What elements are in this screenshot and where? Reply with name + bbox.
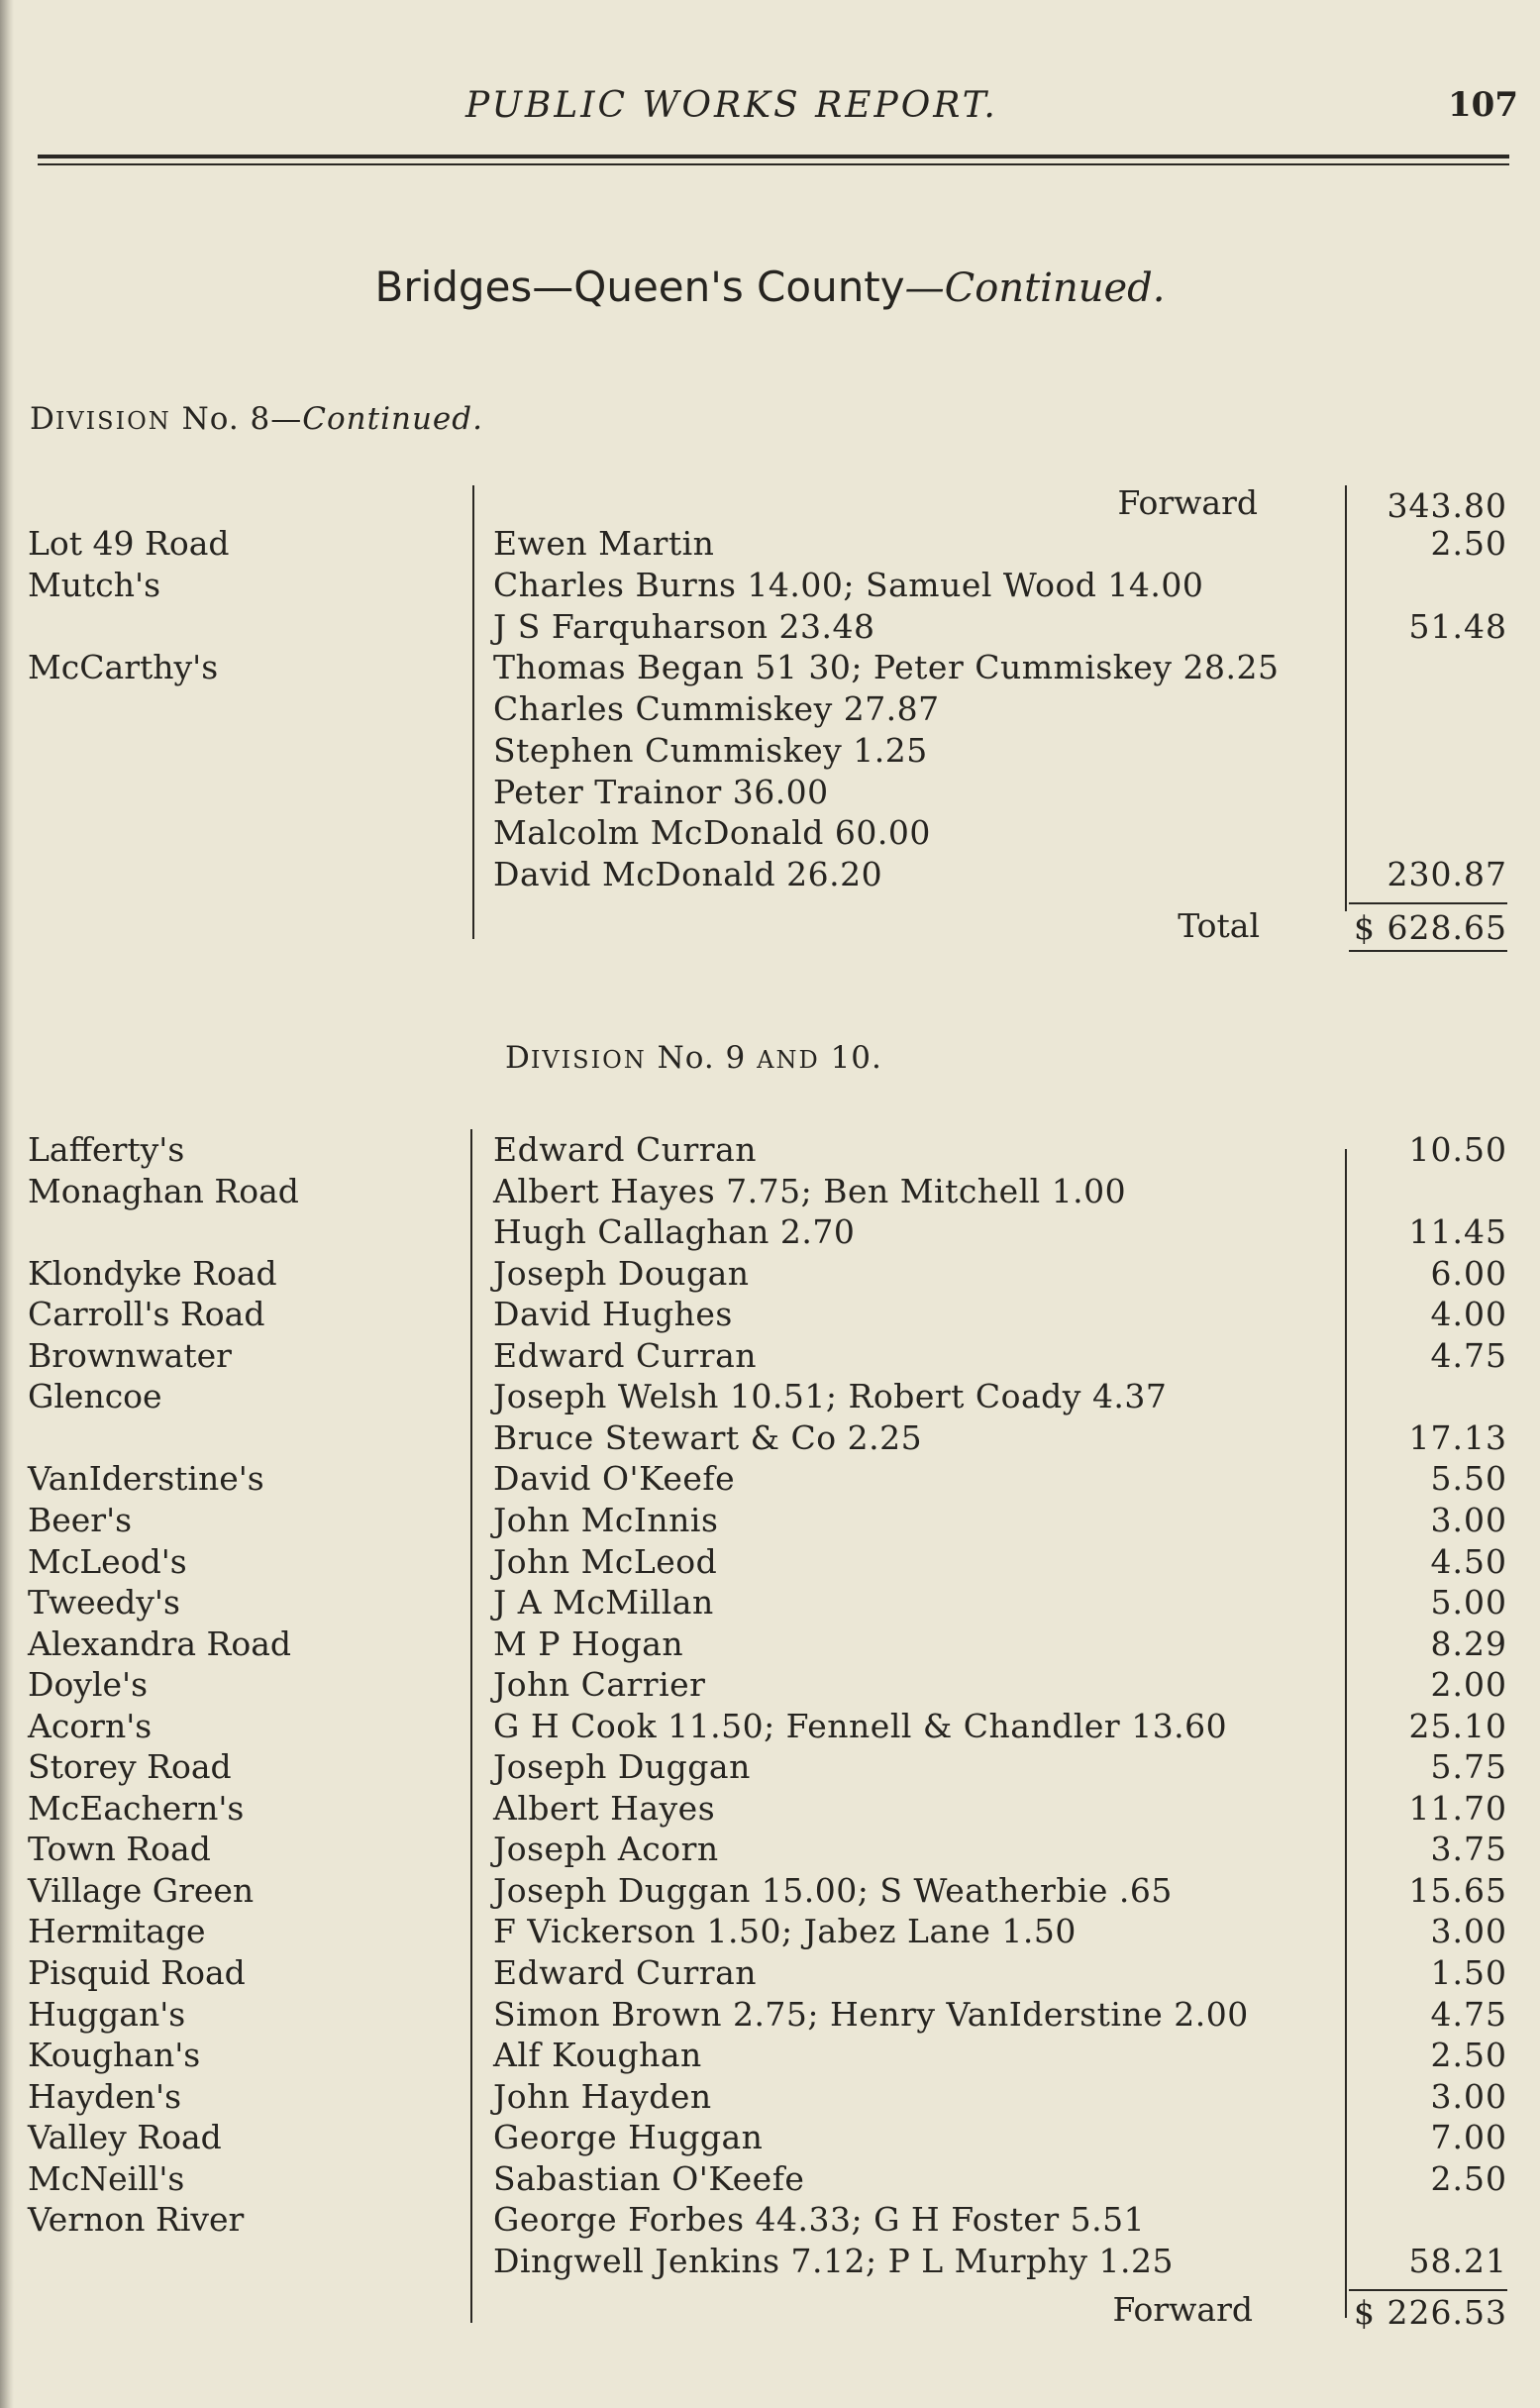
row-amount: 15.65 xyxy=(1408,1870,1507,1910)
row-amount: 2.50 xyxy=(1430,2036,1507,2075)
row-location: Brownwater xyxy=(28,1335,232,1375)
page-title xyxy=(0,262,1540,311)
row-entry: George Huggan xyxy=(493,2118,764,2157)
division-9-heading: DIVISION No. 9 AND 10. xyxy=(505,1040,882,1076)
row-amount: 2.50 xyxy=(1430,524,1507,563)
row-amount: 5.75 xyxy=(1430,1747,1507,1787)
row-location: McNeill's xyxy=(28,2158,185,2198)
row-location: Huggan's xyxy=(28,1994,186,2034)
amount-column-rule-2 xyxy=(1345,1149,1347,2318)
row-location: Klondyke Road xyxy=(28,1253,277,1293)
row-location: Vernon River xyxy=(28,2200,245,2240)
row-location: McLeod's xyxy=(28,1541,187,1581)
row-entry: Joseph Acorn xyxy=(493,1830,719,1869)
row-entry: David McDonald 26.20 xyxy=(493,855,883,893)
row-location: Tweedy's xyxy=(28,1583,180,1623)
row-location: Carroll's Road xyxy=(28,1295,265,1334)
row-location: Valley Road xyxy=(28,2118,222,2157)
row-location: Lafferty's xyxy=(28,1130,185,1169)
title-text: Bridges—Queen's County xyxy=(374,262,905,311)
row-entry: David Hughes xyxy=(493,1295,733,1334)
row-entry: Simon Brown 2.75; Henry VanIderstine 2.00 xyxy=(493,1994,1249,2034)
row-amount: 3.00 xyxy=(1430,2076,1507,2116)
row-amount: 17.13 xyxy=(1408,1417,1507,1457)
running-header: PUBLIC WORKS REPORT. xyxy=(465,85,998,126)
row-location: McCarthy's xyxy=(28,648,219,687)
row-location: Pisquid Road xyxy=(28,1953,246,1992)
row-entry: Edward Curran xyxy=(493,1130,758,1169)
row-location: Acorn's xyxy=(28,1706,153,1745)
row-entry: Ewen Martin xyxy=(493,524,715,563)
row-amount: 230.87 xyxy=(1386,855,1507,893)
amount-column-rule xyxy=(1345,485,1347,911)
row-entry: Joseph Duggan xyxy=(493,1747,751,1787)
page-number: 107 xyxy=(1448,85,1518,125)
row-entry: Charles Cummiskey 27.87 xyxy=(493,689,940,728)
row-amount: 11.45 xyxy=(1408,1212,1507,1252)
row-entry: Bruce Stewart & Co 2.25 xyxy=(493,1417,923,1457)
row-entry: Albert Hayes xyxy=(493,1788,716,1828)
row-entry: Edward Curran xyxy=(493,1335,758,1375)
row-amount: 1.50 xyxy=(1430,1953,1507,1992)
row-amount: 4.50 xyxy=(1430,1541,1507,1581)
total-label: Total xyxy=(1178,906,1260,945)
row-entry: Alf Koughan xyxy=(493,2036,702,2075)
row-location: Alexandra Road xyxy=(28,1623,292,1663)
row-entry: Hugh Callaghan 2.70 xyxy=(493,1212,856,1252)
title-continued: —Continued. xyxy=(904,265,1166,311)
header-rule xyxy=(38,155,1509,158)
division-8-heading: DIVISION No. 8—Continued. xyxy=(30,401,483,437)
row-entry: Charles Burns 14.00; Samuel Wood 14.00 xyxy=(493,565,1204,604)
row-amount: 3.00 xyxy=(1430,1500,1507,1539)
row-location: Town Road xyxy=(28,1830,211,1869)
row-amount: 25.10 xyxy=(1408,1706,1507,1745)
row-location: Village Green xyxy=(28,1870,255,1910)
subtotal-rule xyxy=(1349,902,1507,904)
forward-amount-bottom: $ 226.53 xyxy=(1354,2293,1507,2332)
row-entry: Albert Hayes 7.75; Ben Mitchell 1.00 xyxy=(493,1171,1127,1210)
row-location: Glencoe xyxy=(28,1377,162,1416)
page-binding-shadow xyxy=(0,0,14,2408)
row-amount: 2.00 xyxy=(1430,1665,1507,1705)
row-amount: 5.50 xyxy=(1430,1459,1507,1499)
row-entry: Stephen Cummiskey 1.25 xyxy=(493,730,928,770)
total-amount: $ 628.65 xyxy=(1354,908,1507,947)
row-amount: 10.50 xyxy=(1408,1130,1507,1169)
forward-label-bottom: Forward xyxy=(1112,2290,1253,2329)
row-amount: 7.00 xyxy=(1430,2118,1507,2157)
row-amount: 8.29 xyxy=(1430,1623,1507,1663)
row-location: Mutch's xyxy=(28,565,161,604)
row-amount: 6.00 xyxy=(1430,1253,1507,1293)
row-entry: M P Hogan xyxy=(493,1623,684,1663)
row-entry: Thomas Began 51 30; Peter Cummiskey 28.25 xyxy=(493,648,1280,687)
row-entry: Sabastian O'Keefe xyxy=(493,2158,805,2198)
row-entry: G H Cook 11.50; Fennell & Chandler 13.60 xyxy=(493,1706,1228,1745)
row-amount: 51.48 xyxy=(1408,606,1507,646)
row-entry: Dingwell Jenkins 7.12; P L Murphy 1.25 xyxy=(493,2241,1174,2280)
row-location: Doyle's xyxy=(28,1665,149,1705)
row-entry: Edward Curran xyxy=(493,1953,758,1992)
row-amount: 3.75 xyxy=(1430,1830,1507,1869)
row-entry: Joseph Duggan 15.00; S Weatherbie .65 xyxy=(493,1870,1173,1910)
row-entry: John McInnis xyxy=(493,1500,719,1539)
row-entry: John Carrier xyxy=(493,1665,706,1705)
row-amount: 3.00 xyxy=(1430,1912,1507,1951)
row-entry: Malcolm McDonald 60.00 xyxy=(493,813,931,853)
row-location: Storey Road xyxy=(28,1747,232,1787)
row-location: McEachern's xyxy=(28,1788,245,1828)
row-amount: 2.50 xyxy=(1430,2158,1507,2198)
row-entry: John McLeod xyxy=(493,1541,718,1581)
row-amount: 5.00 xyxy=(1430,1583,1507,1623)
row-amount: 11.70 xyxy=(1408,1788,1507,1828)
row-entry: Peter Trainor 36.00 xyxy=(493,772,829,811)
forward-label: Forward xyxy=(1117,483,1258,522)
row-entry: George Forbes 44.33; G H Foster 5.51 xyxy=(493,2200,1146,2240)
row-location: Hermitage xyxy=(28,1912,206,1951)
row-entry: David O'Keefe xyxy=(493,1459,736,1499)
row-location: Lot 49 Road xyxy=(28,524,230,563)
forward-amount: 343.80 xyxy=(1386,486,1507,525)
row-entry: Joseph Dougan xyxy=(493,1253,750,1293)
ledger-column-rule xyxy=(472,485,474,939)
row-amount: 4.75 xyxy=(1430,1335,1507,1375)
row-entry: F Vickerson 1.50; Jabez Lane 1.50 xyxy=(493,1912,1077,1951)
total-underline xyxy=(1349,950,1507,952)
row-entry: J A McMillan xyxy=(493,1583,714,1623)
row-location: Monaghan Road xyxy=(28,1171,299,1210)
row-amount: 4.00 xyxy=(1430,1295,1507,1334)
ledger-column-rule-2 xyxy=(470,1129,472,2323)
row-amount: 4.75 xyxy=(1430,1994,1507,2034)
row-entry: J S Farquharson 23.48 xyxy=(493,606,875,646)
row-entry: John Hayden xyxy=(493,2076,712,2116)
row-entry: Joseph Welsh 10.51; Robert Coady 4.37 xyxy=(493,1377,1168,1416)
row-amount: 58.21 xyxy=(1408,2241,1507,2280)
row-location: VanIderstine's xyxy=(28,1459,264,1499)
row-location: Beer's xyxy=(28,1500,133,1539)
row-location: Koughan's xyxy=(28,2036,201,2075)
forward-rule xyxy=(1349,2289,1507,2291)
header-rule-thin xyxy=(38,163,1509,165)
row-location: Hayden's xyxy=(28,2076,182,2116)
